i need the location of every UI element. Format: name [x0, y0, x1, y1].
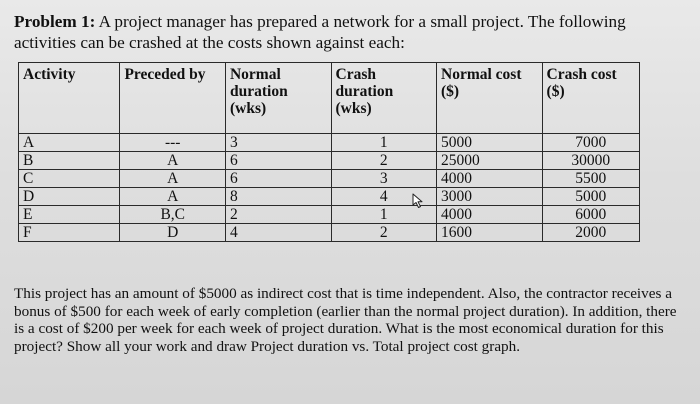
- cell-preceded-by: B,C: [120, 206, 226, 224]
- table-row: [19, 152, 640, 170]
- cell-crash-cost: 7000: [542, 134, 639, 152]
- header-normal-duration: Normal duration (wks): [225, 63, 331, 134]
- cell-crash-duration: 1: [331, 134, 437, 152]
- table-row: [19, 206, 640, 224]
- cell-crash-duration: 3: [331, 170, 437, 188]
- cell-activity: D: [19, 188, 120, 206]
- problem-label: Problem 1:: [14, 12, 96, 31]
- problem-description: This project has an amount of $5000 as indirect cost that is time independent. Also, the contractor receives a bonus of $500 for each week of early completion (earlier than the normal project duration). In addition, there is a cost of $200 per week for each week of project duration. What is the most economical duration for this project? Show all your work and draw Project duration vs. Total project cost graph.: [14, 285, 677, 355]
- header-crash-cost: Crash cost ($): [542, 63, 639, 134]
- cell-crash-duration: 2: [331, 224, 437, 242]
- header-crash-duration: Crash duration (wks): [331, 63, 437, 134]
- cell-activity: E: [19, 206, 120, 224]
- problem-statement: [14, 11, 686, 53]
- problem-text: A project manager has prepared a network for a small project. The following activities can be crashed at the costs shown against each:: [14, 12, 626, 52]
- cell-normal-duration: 8: [225, 188, 331, 206]
- cell-crash-cost: 30000: [542, 152, 639, 170]
- cell-crash-duration: 2: [331, 152, 437, 170]
- table-header-row: [19, 63, 640, 134]
- header-normal-cost: Normal cost ($): [437, 63, 543, 134]
- cell-normal-cost: 4000: [437, 206, 543, 224]
- cell-crash-duration: 4: [331, 188, 437, 206]
- cell-activity: B: [19, 152, 120, 170]
- cell-crash-cost: 2000: [542, 224, 639, 242]
- cell-normal-cost: 1600: [437, 224, 543, 242]
- cell-crash-cost: 6000: [542, 206, 639, 224]
- cell-activity: A: [19, 134, 120, 152]
- table-row: [19, 188, 640, 206]
- cell-preceded-by: ---: [120, 134, 226, 152]
- header-activity: Activity: [19, 63, 120, 134]
- cell-crash-cost: 5500: [542, 170, 639, 188]
- cell-preceded-by: A: [120, 152, 226, 170]
- table-row: [19, 134, 640, 152]
- mouse-pointer-icon: [412, 193, 426, 209]
- cell-normal-duration: 6: [225, 152, 331, 170]
- activities-table: [18, 62, 640, 242]
- cell-activity: C: [19, 170, 120, 188]
- cell-normal-duration: 3: [225, 134, 331, 152]
- cell-normal-cost: 25000: [437, 152, 543, 170]
- cell-normal-cost: 3000: [437, 188, 543, 206]
- cell-normal-cost: 4000: [437, 170, 543, 188]
- cell-preceded-by: A: [120, 170, 226, 188]
- cell-crash-duration: 1: [331, 206, 437, 224]
- cell-crash-cost: 5000: [542, 188, 639, 206]
- table-row: [19, 170, 640, 188]
- cell-preceded-by: A: [120, 188, 226, 206]
- cell-activity: F: [19, 224, 120, 242]
- table-row: [19, 224, 640, 242]
- cell-normal-duration: 4: [225, 224, 331, 242]
- cell-preceded-by: D: [120, 224, 226, 242]
- cell-normal-duration: 6: [225, 170, 331, 188]
- header-preceded-by: Preceded by: [120, 63, 226, 134]
- cell-normal-cost: 5000: [437, 134, 543, 152]
- cell-normal-duration: 2: [225, 206, 331, 224]
